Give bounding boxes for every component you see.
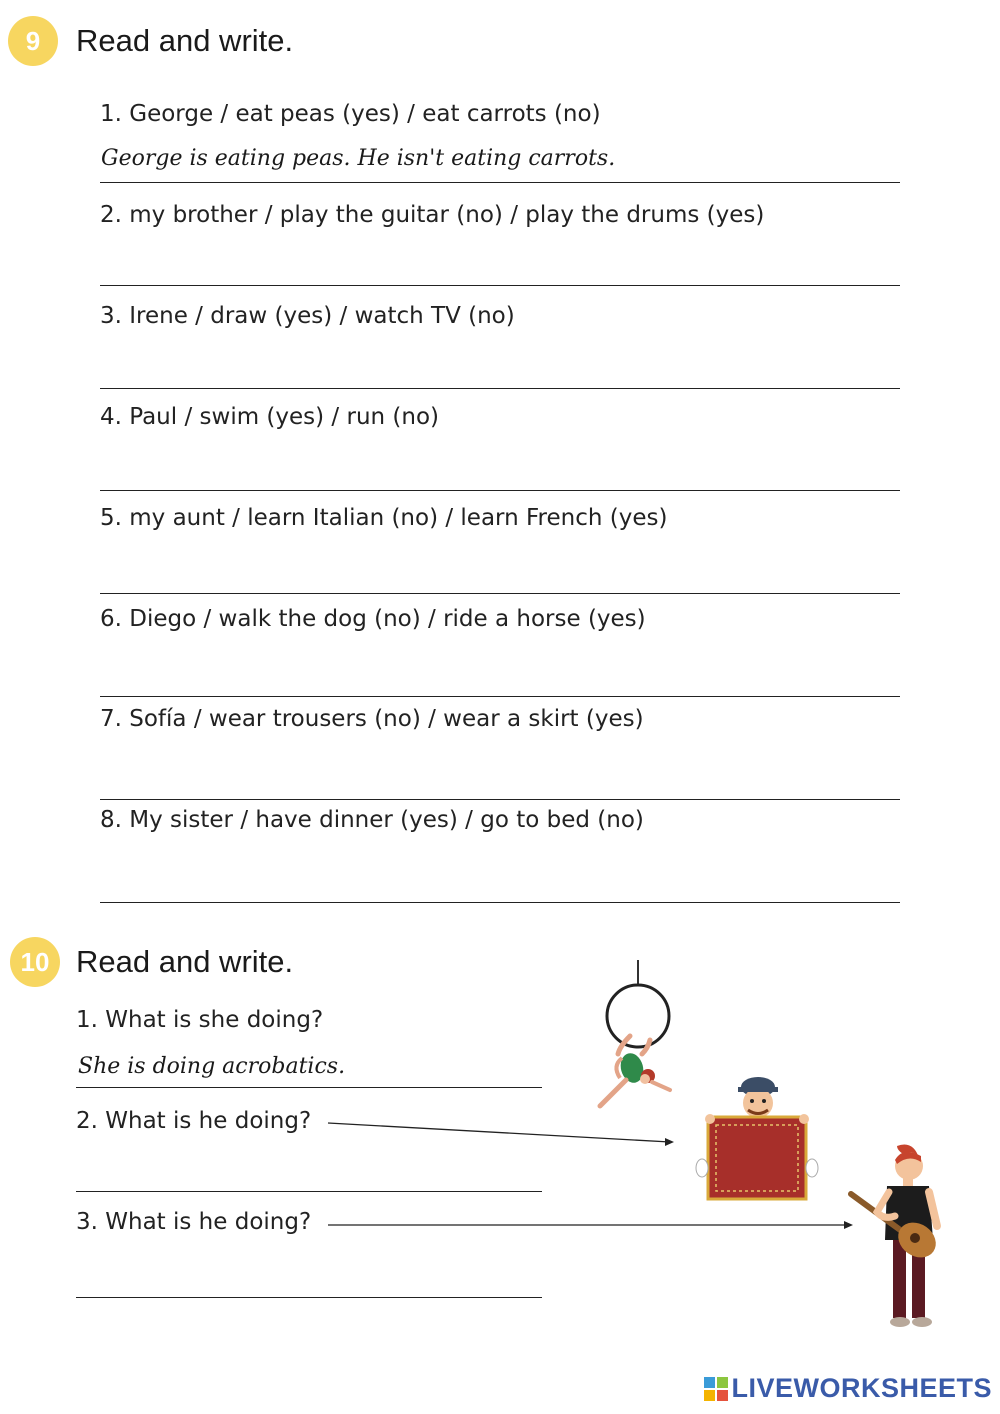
- s9-answer-line-5: [100, 593, 900, 594]
- s9-answer-line-4: [100, 490, 900, 491]
- s9-answer-line-8: [100, 902, 900, 903]
- s9-prompt-2: 2. my brother / play the guitar (no) / play the drums (yes): [100, 202, 765, 228]
- arrow-to-magician: [320, 1115, 680, 1150]
- s9-answer-input-4[interactable]: [100, 452, 904, 488]
- s9-answer-input-6[interactable]: [100, 658, 904, 694]
- s10-prompt-1: 1. What is she doing?: [76, 1007, 324, 1033]
- logo-squares-icon: [704, 1377, 728, 1401]
- acrobat-illustration: [590, 958, 690, 1118]
- s9-prompt-5: 5. my aunt / learn Italian (no) / learn French (yes): [100, 505, 668, 531]
- s10-answer-line-1: [76, 1087, 542, 1088]
- s9-prompt-8: 8. My sister / have dinner (yes) / go to bed (no): [100, 807, 644, 833]
- s9-answer-line-7: [100, 799, 900, 800]
- section-10-title: Read and write.: [76, 944, 294, 979]
- s9-answer-line-1: [100, 182, 900, 183]
- s9-prompt-1: 1. George / eat peas (yes) / eat carrots (no): [100, 101, 601, 127]
- s10-prompt-2: 2. What is he doing?: [76, 1108, 312, 1134]
- s9-answer-line-6: [100, 696, 900, 697]
- s9-answer-input-7[interactable]: [100, 760, 904, 796]
- s10-answer-input-3[interactable]: [76, 1260, 546, 1296]
- s9-answer-line-3: [100, 388, 900, 389]
- section-9-badge: 9: [8, 16, 58, 66]
- s9-answer-input-5[interactable]: [100, 555, 904, 591]
- arrow-to-guitarist: [320, 1215, 860, 1235]
- magician-carpet-illustration: [692, 1073, 822, 1205]
- s10-answer-line-3: [76, 1297, 542, 1298]
- s9-answer-input-2[interactable]: [100, 248, 904, 284]
- guitarist-illustration: [845, 1142, 955, 1332]
- s10-example-answer-1: She is doing acrobatics.: [78, 1054, 346, 1079]
- s9-prompt-3: 3. Irene / draw (yes) / watch TV (no): [100, 303, 515, 329]
- s9-answer-input-8[interactable]: [100, 864, 904, 900]
- liveworksheets-logo: [704, 1373, 992, 1404]
- s10-answer-input-2[interactable]: [76, 1155, 546, 1191]
- s9-prompt-4: 4. Paul / swim (yes) / run (no): [100, 404, 440, 430]
- s9-answer-line-2: [100, 285, 900, 286]
- section-10-badge: 10: [10, 937, 60, 987]
- s10-prompt-3: 3. What is he doing?: [76, 1209, 312, 1235]
- section-9-title: Read and write.: [76, 23, 294, 58]
- s10-answer-line-2: [76, 1191, 542, 1192]
- s9-answer-input-3[interactable]: [100, 350, 904, 386]
- s9-prompt-6: 6. Diego / walk the dog (no) / ride a horse (yes): [100, 606, 646, 632]
- logo-text: LIVEWORKSHEETS: [731, 1373, 992, 1403]
- s9-example-answer-1: George is eating peas. He isn't eating carrots.: [101, 146, 616, 171]
- s9-prompt-7: 7. Sofía / wear trousers (no) / wear a skirt (yes): [100, 706, 644, 732]
